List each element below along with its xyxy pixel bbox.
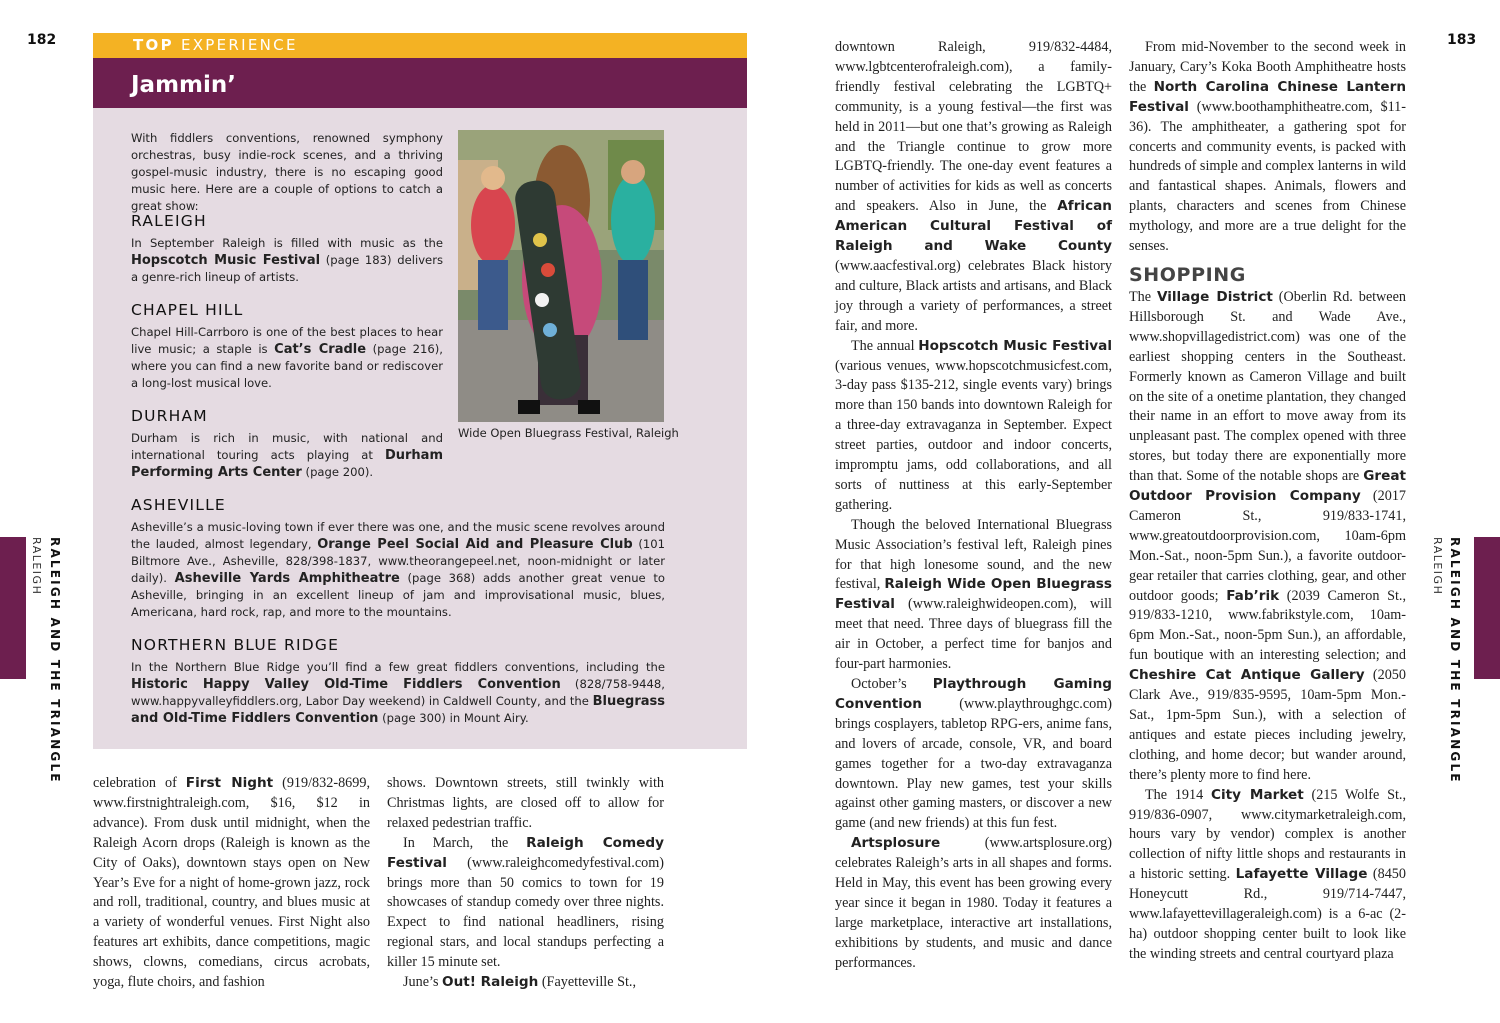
section-tab-subtitle: RALEIGH — [1431, 537, 1444, 596]
event-name: Hopscotch Music Festival — [918, 337, 1113, 354]
column-2: shows. Downtown streets, still twinkly with Christmas lights, are closed off to allow for relaxed pedestrian traffic. In March, the Raleigh Comedy Festival (www.raleighcomedyfestival.com) brings more than 50 comics to town for 19 showcases of standup comedy over three nights. Expect to find national headliners, rising regional stars, and local standups perfecting a killer 15 minute set. June’s Out! Raleigh (Fayetteville St., — [387, 775, 664, 991]
section-raleigh: RALEIGH In September Raleigh is filled with music as the Hopscotch Music Festival (page 183) delivers a genre-rich lineup of artists. — [131, 212, 443, 284]
section-tab-right — [1431, 537, 1500, 784]
section-tab-title: RALEIGH AND THE TRIANGLE — [48, 537, 62, 784]
section-tab-marker — [0, 537, 26, 679]
festival-photo — [458, 130, 664, 422]
column-4: From mid-November to the second week in January, Cary’s Koka Booth Amphitheatre hosts the North Carolina Chinese Lantern Festival (www.boothamphitheatre.com, $11-36). The amphitheater, a gathering spot for concerts and community events, is packed with hundreds of simple and complex lanterns in wild and fantastical shapes. Animals, flowers and plants, characters and scenes from Chinese mythology, and more are a true delight for the senses. SHOPPING The Village District (Oberlin Rd. between Hillsborough St. and Wade Ave., www.shopvillagedistrict.com) was one of the earliest shopping centers in the Southeast. Formerly known as Cameron Village and built on the site of a onetime plantation, they changed their name in an effort to move away from its unpleasant past. The complex opened with three stores, but today there are exponentially more than that. Some of the notable shops are Great Outdoor Provision Company (2017 Cameron St., 919/833-1741, www.greatoutdoorprovision.com, 10am-6pm Mon.-Sat., noon-5pm Sun.), a favorite outdoor-gear retailer that carries clothing, gear, and other outdoor goods; Fab’rik (2039 Cameron St., 919/833-1210, www.fabrikstyle.com, 10am-6pm Mon.-Sat., noon-5pm Sun.), an affordable, fun boutique with an interesting selection; and Cheshire Cat Antique Gallery (2050 Clark Ave., 919/835-9595, 10am-5pm Mon.-Sat., 1pm-5pm Sun.), with a selection of antiques and estate pieces including jewelry, clothing, and home decor; but wander around, there’s plenty more to find here. The 1914 City Market (215 Wolfe St., 919/836-0907, www.citymarketraleigh.com, hours vary by vendor) complex is another collection of nifty little shops and restaurants in a historic setting. Lafayette Village (8450 Honeycutt Rd., 919/714-7447, www.lafayettevillageraleigh.com) is a 6-ac (2-ha) outdoor shopping center built to look like the winding streets and central courtyard plaza — [1129, 39, 1407, 962]
section-chapel-hill: CHAPEL HILL Chapel Hill-Carrboro is one of the best places to hear live music; a staple is Cat’s Cradle (page 216), where you can find a new favorite band or rediscover a long-lost musical love. — [131, 301, 443, 390]
event-name: First Night — [185, 775, 274, 791]
section-durham: DURHAM Durham is rich in music, with national and international touring acts playing at Durham Performing Arts Center (page 200). — [131, 407, 443, 480]
kicker-rest: EXPERIENCE — [173, 36, 298, 54]
section-heading: ASHEVILLE — [131, 496, 226, 514]
kicker-bold: TOP — [133, 36, 174, 54]
event-name: North Carolina Chinese Lantern Festival — [1129, 78, 1406, 115]
shop-name: Village District — [1156, 288, 1273, 305]
intro-text: With fiddlers conventions, renowned symphony orchestras, busy indie-rock scenes, and a thriving gospel-music industry, there is no escaping good music here. Here are a couple of options to catch a great show: — [131, 131, 443, 213]
section-asheville: ASHEVILLE Asheville’s a music-loving town if ever there was one, and the music scene revolves around the lauded, almost legendary, Orange Peel Social Aid and Pleasure Club (101 Biltmore Ave., Asheville, 828/398-1837, www.theorangepeel.net, noon-midnight or later daily). Asheville Yards Amphitheatre (page 368) adds another great venue to Asheville, bringing in an excellent lineup of jam and improvisational music, blues, Americana, hard rock, rap, and more to the mountains. — [131, 496, 665, 619]
venue-name: Cat’s Cradle — [274, 342, 367, 357]
shop-name: Cheshire Cat Antique Gallery — [1129, 667, 1365, 684]
section-northern-blue-ridge: NORTHERN BLUE RIDGE In the Northern Blue Ridge you’ll find a few great fiddlers conventions, including the Historic Happy Valley Old-Time Fiddlers Convention (828/758-9448, www.happyvalleyfiddlers.org, Labor Day weekend) in Caldwell County, and the Bluegrass and Old-Time Fiddlers Convention (page 300) in Mount Airy. — [131, 636, 665, 726]
venue-name: Durham Performing Arts Center — [131, 448, 443, 480]
column-1: celebration of First Night (919/832-8699, www.firstnightraleigh.com, $16, $12 in advance). From dusk until midnight, when the Raleigh Acorn drops (Raleigh is known as the City of Oaks), downtown stays open on New Year’s Eve for a night of home-grown jazz, rock and roll, traditional, country, and blues music at a variety of wonderful venues. First Night also features art exhibits, dance competitions, magic shows, clowns, comedians, circus acrobats, yoga, flute choirs, and fashion — [93, 775, 370, 991]
section-heading: CHAPEL HILL — [131, 301, 244, 319]
page-number-left: 182 — [27, 32, 57, 48]
column-3: downtown Raleigh, 919/832-4484, www.lgbtcenterofraleigh.com), a family-friendly festival celebrating the LGBTQ+ community, is a young festival—the first was held in 2011—but one that’s growing as Raleigh and the Triangle continue to grow more LGBTQ-friendly. The one-day event features a number of activities for kids as well as concerts and speakers. Also in June, the African American Cultural Festival of Raleigh and Wake County (www.aacfestival.org) celebrates Black history and culture, Black artists and artisans, and Black joy through a variety of performances, a street fair, and more. The annual Hopscotch Music Festival (various venues, www.hopscotchmusicfest.com, 3-day pass $135-212, single events vary) brings more than 150 bands into downtown Raleigh for a three-day extravaganza in September. Expect street parties, outdoor and indoor concerts, impromptu jams, odd collaborations, and all sorts of nuttiness at this early-September gathering. Though the beloved International Bluegrass Music Association’s festival left, Raleigh pines for that high lonesome sound, and the new festival, Raleigh Wide Open Bluegrass Festival (www.raleighwideopen.com), will meet that need. Three days of bluegrass fill the air in October, a perfect time for banjos and four-part harmonies. October’s Playthrough Gaming Convention (www.playthroughgc.com) brings cosplayers, tabletop RPG-ers, anime fans, and lovers of arcade, console, VR, and board games together for a two-day extravaganza downtown. Play new games, test your skills against other gaming masters, or discover a new game (and new friends) at this fun fest. Artsplosure (www.artsplosure.org) celebrates Raleigh’s arts in all shapes and forms. Held in May, this event has been growing every year since it began in 1980. Today it features a large marketplace, interactive art installations, exhibitions by students, and music and dance performances. — [835, 39, 1113, 971]
venue-name: Bluegrass and Old-Time Fiddlers Convention — [131, 694, 665, 726]
page-number-right: 183 — [1447, 32, 1477, 48]
event-name: Artsplosure — [851, 835, 941, 852]
section-heading: DURHAM — [131, 407, 208, 425]
section-tab-subtitle: RALEIGH — [30, 537, 43, 596]
section-heading: RALEIGH — [131, 212, 207, 230]
shop-name: City Market — [1210, 786, 1304, 803]
top-experience-box — [93, 33, 747, 749]
event-name: Raleigh Comedy Festival — [387, 834, 664, 871]
shopping-heading: SHOPPING — [1129, 263, 1246, 286]
venue-name: Hopscotch Music Festival — [131, 253, 321, 268]
box-intro — [131, 130, 443, 215]
event-name: Playthrough Gaming Convention — [835, 676, 1113, 712]
shop-name: Lafayette Village — [1235, 866, 1368, 883]
section-heading: NORTHERN BLUE RIDGE — [131, 636, 340, 654]
event-name: Raleigh Wide Open Bluegrass Festival — [835, 576, 1112, 613]
photo-caption: Wide Open Bluegrass Festival, Raleigh — [458, 426, 679, 440]
box-title: Jammin’ — [93, 58, 747, 108]
venue-name: Historic Happy Valley Old-Time Fiddlers Convention — [131, 677, 561, 692]
event-name: African American Cultural Festival of Raleigh and Wake County — [835, 198, 1112, 255]
shop-name: Fab’rik — [1226, 587, 1280, 604]
event-name: Out! Raleigh — [442, 974, 539, 991]
shop-name: Great Outdoor Provision Company — [1129, 468, 1406, 505]
venue-name: Orange Peel Social Aid and Pleasure Club — [317, 537, 633, 552]
venue-name: Asheville Yards Amphitheatre — [174, 571, 400, 586]
section-tab-left — [0, 537, 62, 784]
section-tab-marker — [1474, 537, 1500, 679]
box-kicker — [93, 33, 747, 58]
section-tab-title: RALEIGH AND THE TRIANGLE — [1448, 537, 1462, 784]
festival-photo-illustration — [458, 130, 664, 422]
